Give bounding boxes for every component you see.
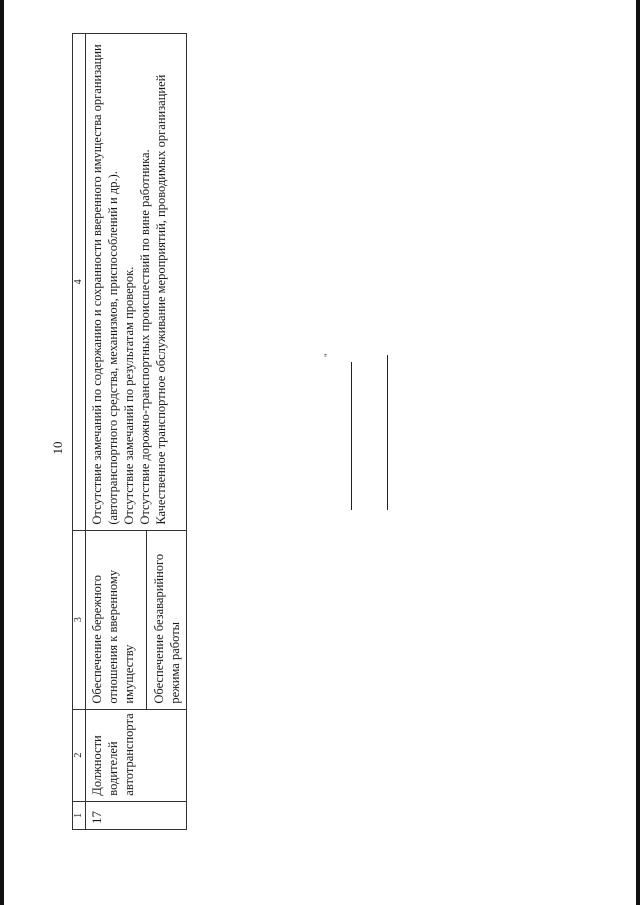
header-col-2: 2 <box>73 709 86 801</box>
header-row <box>73 34 86 830</box>
criteria-item: Качественное транспортное обслуживание мероприятий, проводимых организацией <box>154 74 168 525</box>
page-number: 10 <box>50 441 65 455</box>
criteria-item: Отсутствие замечаний по результатам проверок. <box>122 266 136 525</box>
criteria-item: Отсутствие замечаний по содержанию и сохранности вверенного имущества организации (автотранспортного средства, механизмов, приспособлений и др.). <box>90 44 120 525</box>
header-col-1: 1 <box>73 801 86 829</box>
table-row <box>86 34 187 830</box>
quote-mark: " <box>323 353 333 357</box>
functions-cell <box>86 530 187 709</box>
signature-line <box>387 355 388 510</box>
criteria-table <box>72 33 187 830</box>
function-item: Обеспечение безаварийного режима работы <box>146 531 183 709</box>
position-cell: Должности водителей автотранспорта <box>86 709 187 801</box>
function-item: Обеспечение бережного отношения к вверенному имуществу <box>90 569 136 704</box>
signature-line <box>351 362 352 510</box>
criteria-item: Отсутствие дорожно-транспортных происшествий по вине работника. <box>138 149 152 525</box>
row-number: 17 <box>86 801 187 829</box>
scan-edge-left <box>0 0 4 905</box>
criteria-cell <box>86 34 187 531</box>
rotated-page <box>40 40 640 860</box>
header-col-3: 3 <box>73 530 86 709</box>
header-col-4: 4 <box>73 34 86 531</box>
